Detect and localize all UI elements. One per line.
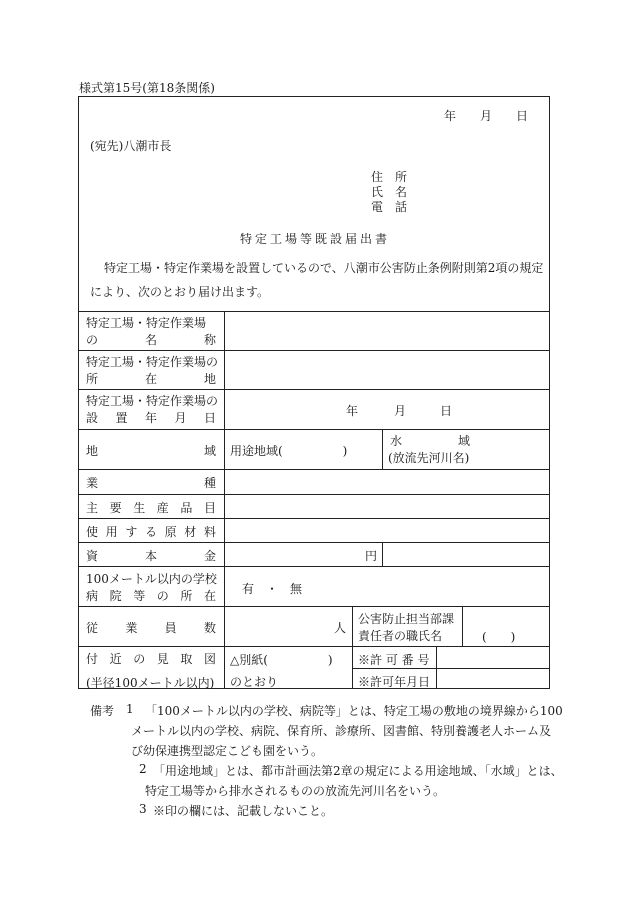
permit-date-label: ※許可年月日 bbox=[358, 675, 431, 689]
pollution-officer-paren: ( ) bbox=[482, 630, 516, 644]
label-char: 月 bbox=[174, 411, 187, 425]
note-1-number: 1 bbox=[126, 702, 134, 716]
label-column-divider bbox=[224, 311, 225, 689]
label-char: 等 bbox=[133, 589, 146, 603]
facility-name-label-line2 bbox=[86, 332, 216, 349]
label-char: 生 bbox=[133, 501, 146, 515]
label-char: 見 bbox=[156, 652, 169, 666]
rule bbox=[78, 606, 550, 607]
label-char: 使 bbox=[86, 525, 99, 539]
rule bbox=[78, 494, 550, 495]
label-char: 在 bbox=[144, 372, 157, 386]
label-char: 付 bbox=[86, 652, 99, 666]
note-2-number: 2 bbox=[139, 762, 147, 776]
rule bbox=[78, 646, 550, 647]
label-char: 資 bbox=[86, 549, 99, 563]
label-char: 従 bbox=[86, 621, 99, 635]
label-char: 域 bbox=[203, 444, 216, 458]
rule bbox=[436, 646, 437, 689]
label-char: 員 bbox=[164, 621, 177, 635]
rule bbox=[352, 606, 353, 689]
nearby-facilities-label-line1: 100メートル以内の学校 bbox=[86, 572, 217, 586]
label-char: 用 bbox=[105, 525, 118, 539]
applicant-address-label: 住 所 bbox=[371, 170, 408, 184]
business-type-label bbox=[86, 474, 216, 491]
applicant-name-label: 氏 名 bbox=[371, 185, 408, 199]
facility-name-label-line1: 特定工場・特定作業場 bbox=[86, 316, 207, 330]
notes-heading: 備考 bbox=[90, 704, 115, 718]
rule bbox=[78, 311, 550, 312]
label-char: 要 bbox=[109, 501, 122, 515]
sketch-value-line1: △別紙( ) bbox=[230, 653, 333, 667]
nearby-facilities-label bbox=[86, 571, 216, 605]
rule bbox=[78, 350, 550, 351]
label-char: 図 bbox=[203, 652, 216, 666]
form-number: 様式第15号(第18条関係) bbox=[79, 81, 215, 95]
label-char: 在 bbox=[203, 589, 216, 603]
permit-number-label: ※許 可 番 号 bbox=[358, 653, 430, 667]
label-char: 水 bbox=[390, 434, 403, 448]
established-month: 月 bbox=[394, 404, 407, 418]
established-date-label bbox=[86, 393, 219, 427]
facility-location-label bbox=[86, 354, 219, 388]
facility-name-label bbox=[86, 315, 216, 349]
label-char: 料 bbox=[203, 525, 216, 539]
label-char: す bbox=[125, 525, 138, 539]
sketch-label-line1 bbox=[86, 651, 216, 668]
label-char: 業 bbox=[86, 476, 99, 490]
note-1-line-1: 「100メートル以内の学校、病院等」とは、特定工場の敷地の境界線から100 bbox=[145, 704, 563, 718]
rule bbox=[352, 668, 550, 669]
note-2-line-2: 特定工場等から排水されるものの放流先河川名をいう。 bbox=[145, 784, 446, 798]
established-date-label-line2 bbox=[86, 410, 216, 427]
label-char: る bbox=[144, 525, 157, 539]
document-title: 特定工場等既設届出書 bbox=[240, 232, 391, 246]
label-char: 設 bbox=[86, 411, 99, 425]
rule bbox=[78, 542, 550, 543]
addressee: (宛先)八潮市長 bbox=[90, 139, 172, 153]
label-char: 目 bbox=[203, 501, 216, 515]
note-1-line-2: メートル以内の学校、病院、保育所、診療所、図書館、特別養護老人ホーム及 bbox=[131, 724, 552, 738]
label-char: 日 bbox=[203, 411, 216, 425]
label-char: 本 bbox=[144, 549, 157, 563]
intro-line-2: により、次のとおり届け出ます。 bbox=[90, 285, 270, 299]
label-char: 地 bbox=[86, 444, 99, 458]
nearby-facilities-value[interactable]: 有 ・ 無 bbox=[242, 582, 303, 596]
note-1-line-3: び幼保連携型認定こども園をいう。 bbox=[131, 744, 324, 758]
date-day: 日 bbox=[516, 109, 529, 123]
label-char: 称 bbox=[203, 333, 216, 347]
note-3-line-1: ※印の欄には、記載しないこと。 bbox=[153, 804, 334, 818]
rule bbox=[462, 606, 463, 646]
capital-label bbox=[86, 547, 216, 564]
pollution-officer-label bbox=[358, 611, 454, 645]
rule bbox=[78, 429, 550, 430]
employees-label bbox=[86, 619, 216, 636]
pollution-officer-line1: 公害防止担当部課 bbox=[358, 612, 455, 626]
label-char: 年 bbox=[144, 411, 157, 425]
raw-materials-label bbox=[86, 523, 216, 540]
label-char: 種 bbox=[203, 476, 216, 490]
label-char: 名 bbox=[144, 333, 157, 347]
label-char: の bbox=[86, 333, 99, 347]
established-date-value bbox=[346, 402, 456, 416]
facility-location-label-line2 bbox=[86, 371, 216, 388]
label-char: 取 bbox=[180, 652, 193, 666]
note-3-number: 3 bbox=[139, 802, 147, 816]
rule bbox=[78, 389, 550, 390]
label-char: 数 bbox=[203, 621, 216, 635]
rule bbox=[78, 518, 550, 519]
rule bbox=[78, 469, 550, 470]
label-char: 所 bbox=[180, 589, 193, 603]
nearby-facilities-label-line2 bbox=[86, 588, 216, 605]
label-char: 地 bbox=[203, 372, 216, 386]
water-area-sub: (放流先河川名) bbox=[388, 451, 470, 465]
label-char: 原 bbox=[164, 525, 177, 539]
label-char: 材 bbox=[184, 525, 197, 539]
label-char: 病 bbox=[86, 589, 99, 603]
date-month: 月 bbox=[480, 109, 493, 123]
label-char: 業 bbox=[125, 621, 138, 635]
sketch-label-line2: (半径100メートル以内) bbox=[86, 676, 215, 690]
label-char: 金 bbox=[203, 549, 216, 563]
capital-unit: 円 bbox=[365, 549, 378, 563]
label-char: 産 bbox=[156, 501, 169, 515]
main-products-label bbox=[86, 499, 216, 516]
zoning-value: 用途地域( ) bbox=[230, 444, 348, 458]
sketch-value-line2: のとおり bbox=[230, 675, 279, 689]
label-char: 置 bbox=[115, 411, 128, 425]
rule bbox=[78, 566, 550, 567]
label-char: 所 bbox=[86, 372, 99, 386]
water-area-label bbox=[390, 432, 470, 449]
label-char: の bbox=[156, 589, 169, 603]
note-2-line-1: 「用途地域」とは、都市計画法第2章の規定による用途地域、「水域」とは、 bbox=[153, 764, 563, 778]
label-char: 主 bbox=[86, 501, 99, 515]
label-char: 近 bbox=[109, 652, 122, 666]
intro-line-1: 特定工場・特定作業場を設置しているので、八潮市公害防止条例附則第2項の規定 bbox=[104, 261, 544, 275]
label-char: 品 bbox=[180, 501, 193, 515]
sketch-label bbox=[86, 651, 216, 691]
pollution-officer-line2: 責任者の職氏名 bbox=[358, 629, 443, 643]
rule bbox=[382, 542, 383, 566]
established-date-label-line1: 特定工場・特定作業場の bbox=[86, 394, 219, 408]
label-char: の bbox=[133, 652, 146, 666]
applicant-phone-label: 電 話 bbox=[371, 200, 408, 214]
facility-location-label-line1: 特定工場・特定作業場の bbox=[86, 355, 219, 369]
established-year: 年 bbox=[346, 404, 359, 418]
district-label bbox=[86, 442, 216, 459]
employees-unit: 人 bbox=[334, 621, 347, 635]
label-char: 域 bbox=[457, 434, 470, 448]
date-year: 年 bbox=[444, 109, 457, 123]
label-char: 院 bbox=[109, 589, 122, 603]
established-day: 日 bbox=[440, 404, 453, 418]
rule bbox=[382, 429, 383, 469]
